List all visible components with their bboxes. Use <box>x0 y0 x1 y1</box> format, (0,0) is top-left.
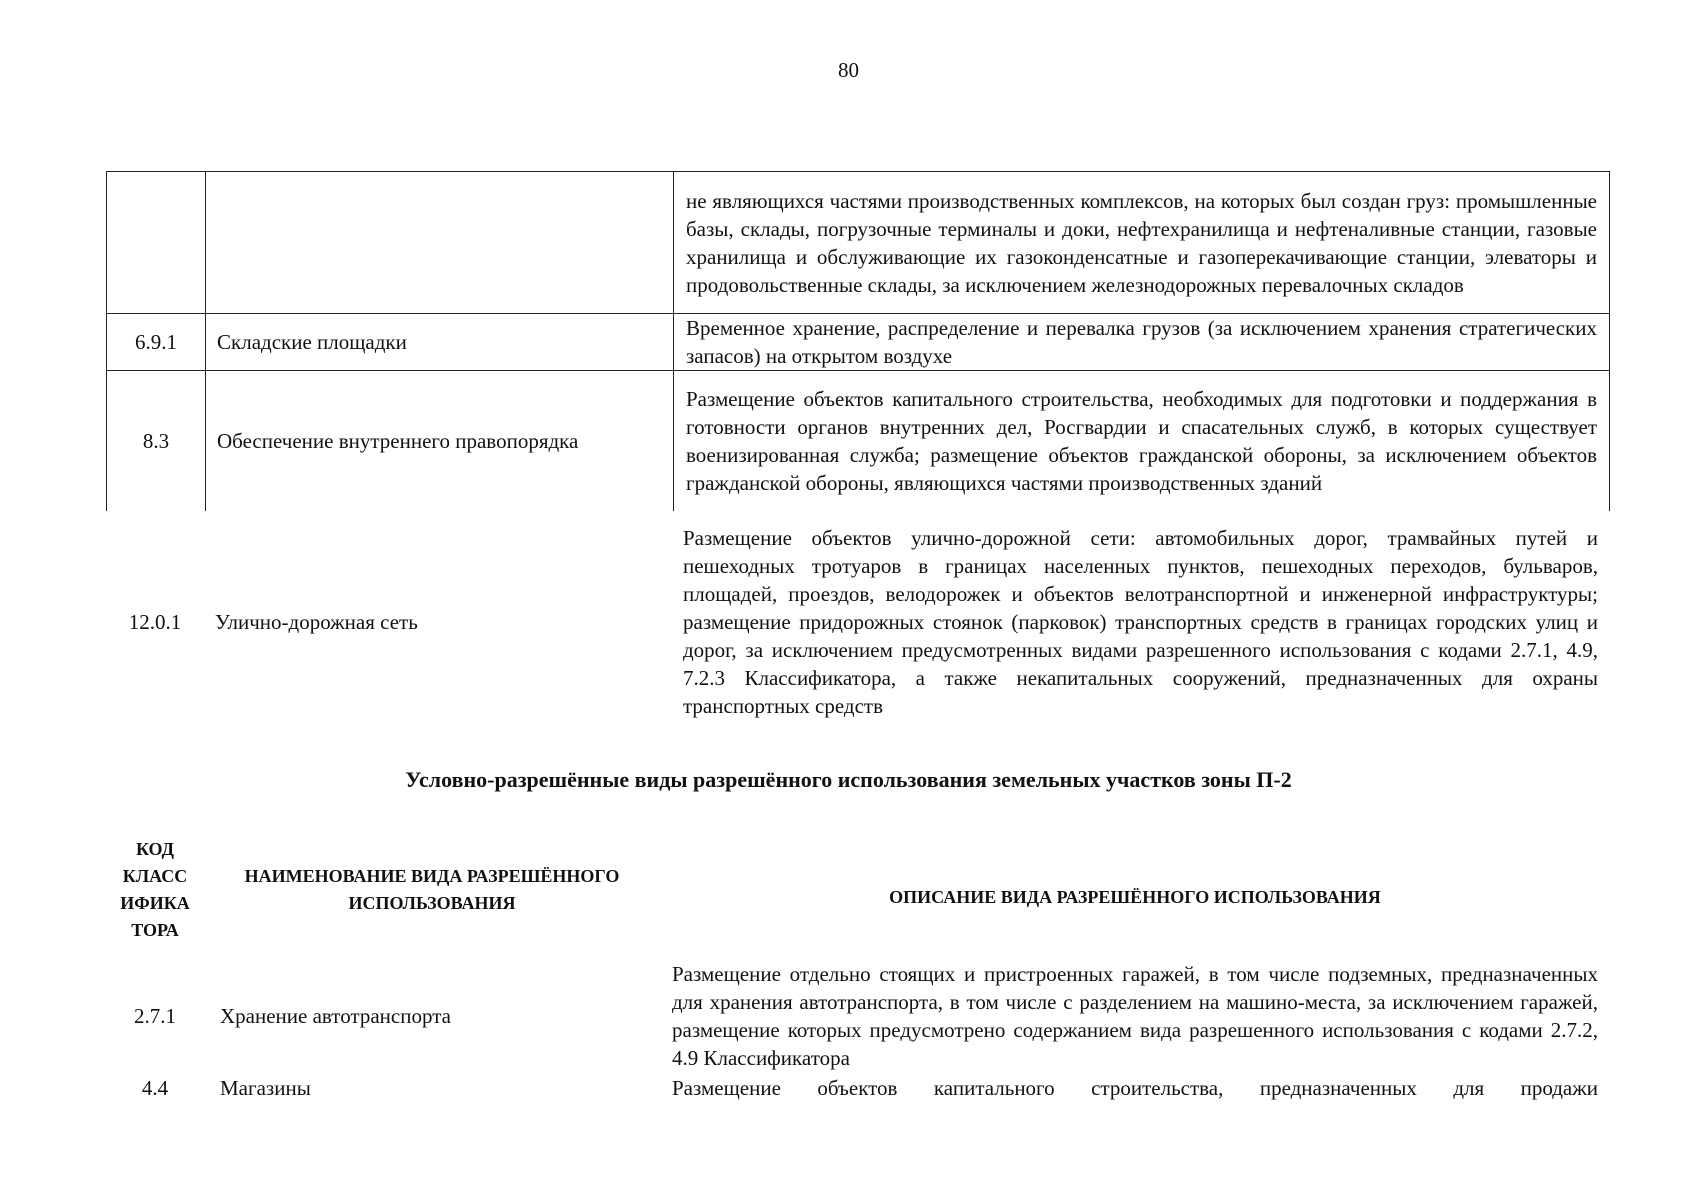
description-cell: Размещение отдельно стоящих и пристроенных гаражей, в том числе подземных, предназначенных для хранения автотранспорта, в том числе с разделением на машино-места, за исключением гаражей, размещение которых предусмотрено содержанием вида разрешенного использования с кодами 2.7.2, 4.9 Классификатора <box>672 962 1598 1070</box>
name-cell <box>206 172 674 314</box>
code-cell: 6.9.1 <box>107 314 206 371</box>
name-header: НАИМЕНОВАНИЕ ВИДА РАЗРЕШЁННОГО ИСПОЛЬЗОВАНИЯ <box>244 866 620 913</box>
table-row <box>107 314 1610 371</box>
name-cell: Улично-дорожная сеть <box>215 610 418 634</box>
conditional-uses-table <box>106 836 1610 1104</box>
description-cell: не являющихся частями производственных комплексов, на которых был создан груз: промышленные базы, склады, погрузочные терминалы и доки, нефтехранилища и нефтеналивные станции, газовые хранилища и обслуживающие их газоконденсатные и газоперекачивающие станции, элеваторы и продовольственные склады, за исключением железнодорожных перевалочных складов <box>674 172 1610 314</box>
description-cell: Размещение объектов улично-дорожной сети: автомобильных дорог, трамвайных путей и пешеходных тротуаров в границах населенных пунктов, пешеходных переходов, бульваров, площадей, проездов, велодорожек и объектов велотранспортной и инженерной инфраструктуры; размещение придорожных стоянок (парковок) транспортных средств в границах городских улиц и дорог, за исключением предусмотренных видами разрешенного использования с кодами 2.7.1, 4.9, 7.2.3 Классификатора, а также некапитальных сооружений, предназначенных для охраны транспортных средств <box>683 526 1598 718</box>
permitted-uses-table <box>106 171 1610 511</box>
name-cell: Обеспечение внутреннего правопорядка <box>206 371 674 511</box>
code-cell: 4.4 <box>141 1076 169 1100</box>
section-title: Условно-разрешённые виды разрешённого использования земельных участков зоны П-2 <box>405 767 1292 792</box>
table-row <box>107 371 1610 511</box>
table-row <box>107 172 1610 314</box>
name-cell: Складские площадки <box>206 314 674 371</box>
code-header: КОД КЛАСС ИФИКА ТОРА <box>120 839 190 940</box>
code-cell: 8.3 <box>107 371 206 511</box>
table-row <box>106 510 1610 734</box>
code-cell: 2.7.1 <box>134 1004 176 1028</box>
table-header-row <box>106 836 1610 958</box>
name-cell: Хранение автотранспорта <box>220 1004 451 1028</box>
description-cell: Размещение объектов капитального строительства, необходимых для подготовки и поддержания в готовности органов внутренних дел, Росгвардии и спасательных служб, в которых существует военизированная служба; размещение объектов гражданской обороны, за исключением объектов гражданской обороны, являющихся частями производственных зданий <box>674 371 1610 511</box>
table-row <box>106 1074 1610 1104</box>
table-row <box>106 958 1610 1074</box>
name-cell: Магазины <box>220 1076 311 1100</box>
description-cell: Временное хранение, распределение и перевалка грузов (за исключением хранения стратегических запасов) на открытом воздухе <box>674 314 1610 371</box>
description-header: ОПИСАНИЕ ВИДА РАЗРЕШЁННОГО ИСПОЛЬЗОВАНИЯ <box>889 886 1381 907</box>
description-cell: Размещение объектов капитального строительства, предназначенных для продажи <box>672 1076 1598 1100</box>
road-network-table <box>106 510 1610 734</box>
code-cell <box>107 172 206 314</box>
page-number: 80 <box>838 58 859 82</box>
code-cell: 12.0.1 <box>128 610 182 634</box>
